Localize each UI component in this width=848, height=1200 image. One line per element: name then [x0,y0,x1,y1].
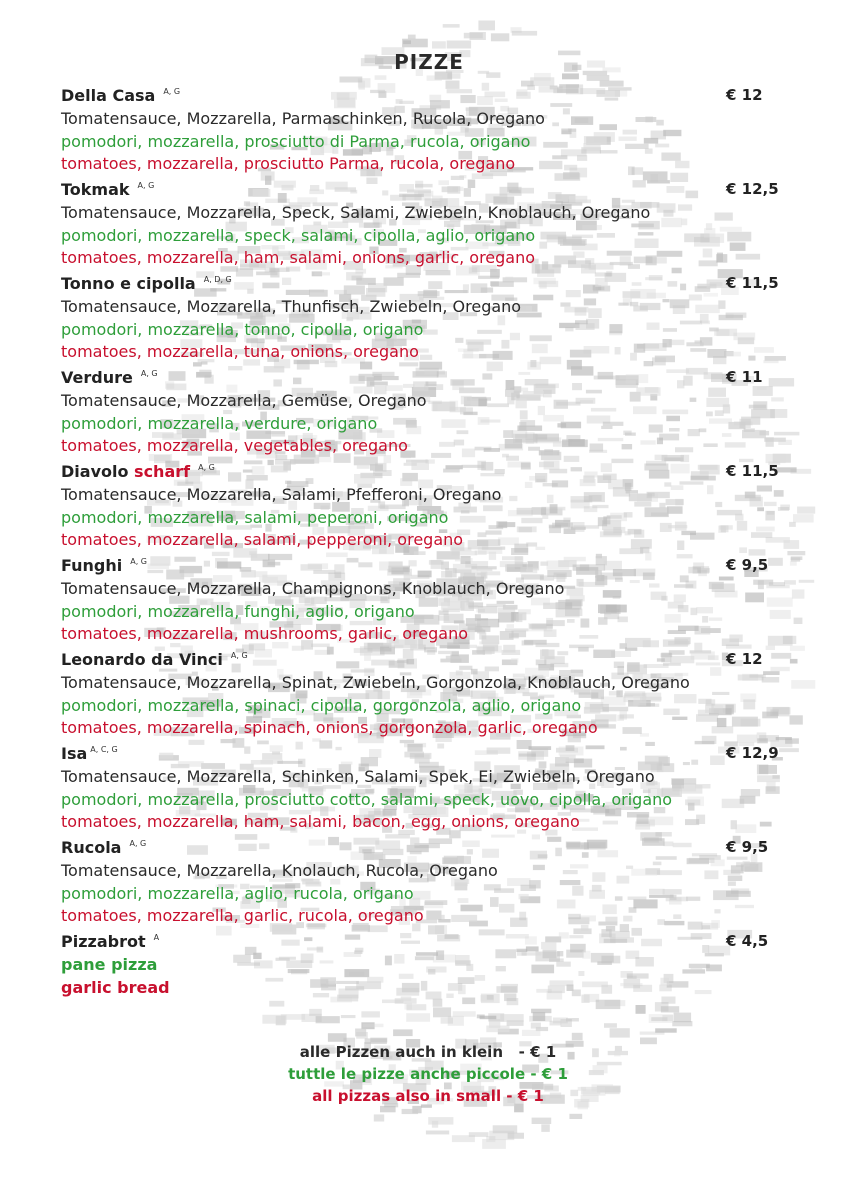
description-german: Tomatensauce, Mozzarella, Thunfisch, Zwiebeln, Oregano [61,297,522,316]
note-english: all pizzas also in small - € 1 [312,1087,544,1105]
menu-item-rucola [61,838,791,928]
description-italian: pomodori, mozzarella, verdure, origano [61,413,378,433]
item-price: € 11,5 [726,462,779,480]
description-english: tomatoes, mozzarella, ham, salami, bacon, egg, onions, oregano [61,812,580,831]
description-german: Tomatensauce, Mozzarella, Salami, Pfefferoni, Oregano [61,485,502,504]
description-english: garlic bread [61,977,170,997]
description-german: Tomatensauce, Mozzarella, Champignons, Knoblauch, Oregano [61,579,565,598]
menu-item-tokmak [61,180,791,270]
allergen-codes: A, G [140,369,158,378]
description-italian: pomodori, mozzarella, prosciutto di Parma, rucola, origano [61,131,531,151]
item-name: Della Casa [61,86,156,105]
allergen-codes: A, G [163,87,181,96]
menu-item-verdure [61,368,791,458]
item-name: Leonardo da Vinci [61,650,223,669]
note-german: alle Pizzen auch in klein - € 1 [299,1043,557,1061]
description-italian: pane pizza [61,955,158,974]
description-english: tomatoes, mozzarella, garlic, rucola, oregano [61,906,424,925]
description-english: tomatoes, mozzarella, vegetables, oregano [61,436,408,455]
description-english: tomatoes, mozzarella, salami, pepperoni, oregano [61,530,464,549]
description-german: Tomatensauce, Mozzarella, Schinken, Salami, Spek, Ei, Zwiebeln, Oregano [61,767,655,786]
description-italian: pomodori, mozzarella, funghi, aglio, origano [61,601,415,621]
menu-item-diavolo [61,462,791,552]
menu-item-leonardo-da-vinci [61,650,791,740]
menu-item-della-casa [61,86,791,176]
description-german: Tomatensauce, Mozzarella, Knolauch, Rucola, Oregano [61,861,498,880]
allergen-codes: A, G [130,557,148,566]
allergen-codes: A, D, G [203,275,232,284]
spicy-label: scharf [134,462,191,481]
description-italian: pomodori, mozzarella, tonno, cipolla, origano [61,319,424,339]
allergen-codes: A, G [198,463,215,472]
item-name: Tonno e cipolla [61,274,196,293]
menu-item-funghi [61,556,791,646]
item-name: Funghi [61,556,123,575]
item-name: Verdure [61,368,133,387]
note-italian: tuttle le pizze anche piccole - € 1 [288,1065,568,1083]
description-english: tomatoes, mozzarella, ham, salami, onions, garlic, oregano [61,248,536,267]
item-name: Tokmak [61,180,130,199]
small-pizza-note [0,1041,848,1107]
allergen-codes: A, C, G [90,745,118,754]
description-german: Tomatensauce, Mozzarella, Speck, Salami, Zwiebeln, Knoblauch, Oregano [61,203,651,222]
item-price: € 12,5 [726,180,779,198]
item-price: € 12,9 [726,744,779,762]
description-italian: pomodori, mozzarella, salami, peperoni, origano [61,507,449,527]
description-english: tomatoes, mozzarella, spinach, onions, gorgonzola, garlic, oregano [61,718,598,737]
allergen-codes: A, G [129,839,147,848]
item-price: € 12 [726,86,763,104]
item-price: € 11,5 [726,274,779,292]
description-italian: pomodori, mozzarella, speck, salami, cipolla, aglio, origano [61,225,536,245]
menu-item-pizzabrot [61,932,791,999]
page-title: PIZZE [394,50,464,74]
menu-item-isa [61,744,791,834]
description-english: tomatoes, mozzarella, prosciutto Parma, rucola, oregano [61,154,516,173]
allergen-codes: A [153,933,160,942]
menu-item-tonno-e-cipolla [61,274,791,364]
item-price: € 9,5 [726,838,769,856]
description-italian: pomodori, mozzarella, prosciutto cotto, salami, speck, uovo, cipolla, origano [61,789,673,809]
description-english: tomatoes, mozzarella, mushrooms, garlic, oregano [61,624,469,643]
allergen-codes: A, G [230,651,248,660]
description-english: tomatoes, mozzarella, tuna, onions, oregano [61,342,419,361]
description-italian: pomodori, mozzarella, aglio, rucola, origano [61,883,414,903]
item-price: € 4,5 [726,932,769,950]
description-german: Tomatensauce, Mozzarella, Gemüse, Oregano [61,391,427,410]
item-price: € 9,5 [726,556,769,574]
item-price: € 11 [726,368,763,386]
item-price: € 12 [726,650,763,668]
description-italian: pomodori, mozzarella, spinaci, cipolla, gorgonzola, aglio, origano [61,695,582,715]
item-name: Rucola [61,838,122,857]
item-name: Pizzabrot [61,932,146,951]
item-name: Isa [61,744,88,763]
allergen-codes: A, G [137,181,155,190]
description-german: Tomatensauce, Mozzarella, Parmaschinken, Rucola, Oregano [61,109,545,128]
item-name: Diavolo scharf [61,462,191,481]
description-german: Tomatensauce, Mozzarella, Spinat, Zwiebeln, Gorgonzola, Knoblauch, Oregano [61,673,690,692]
